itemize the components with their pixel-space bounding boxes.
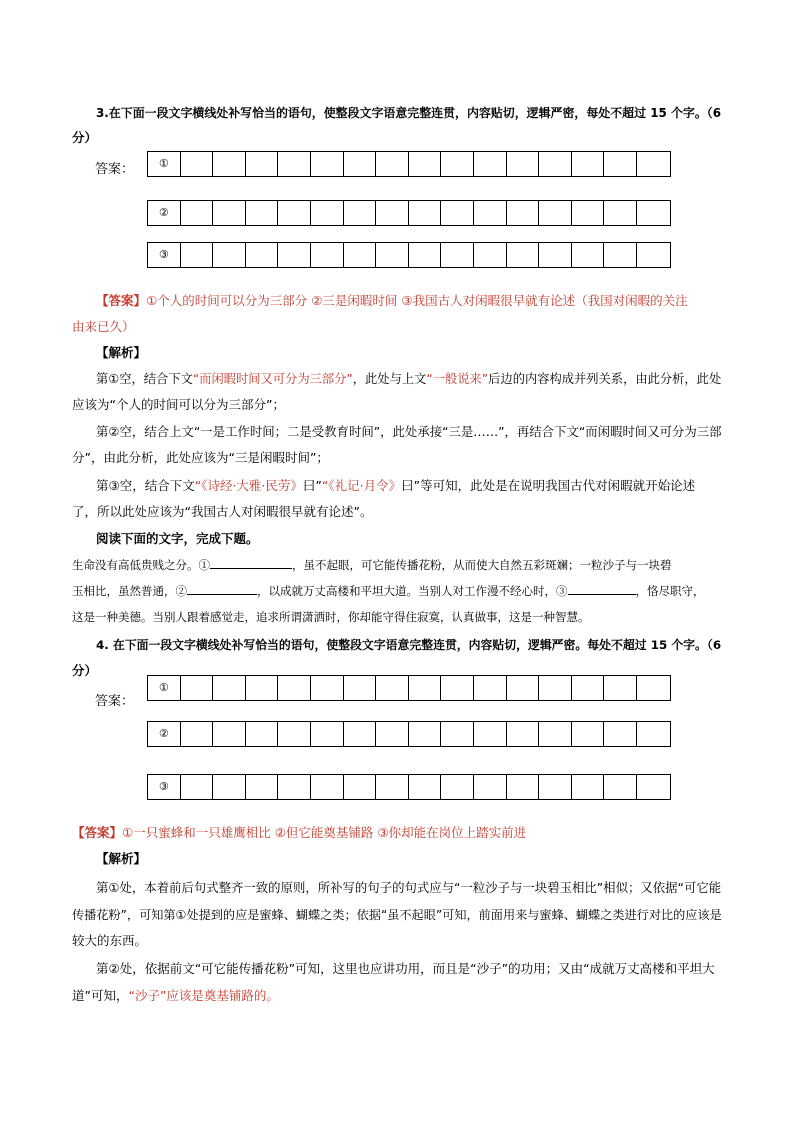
answer-tag: 【答案】 (72, 825, 123, 840)
q4-analysis-tag: 【解析】 (96, 851, 147, 866)
q4-analysis-p1: 第①处，本着前后句式整齐一致的原则，所补写的句子的句式应与“一粒沙子与一块碧玉相比”相似；又依据“可它能 (96, 880, 722, 895)
grid-marker: ① (148, 676, 181, 700)
q3-analysis-p3: 第③空，结合下文“《诗经·大雅·民劳》曰”“《礼记·月令》曰”等可知，此处是在说明我国古代对闲暇就开始论述 (96, 478, 696, 493)
q3-analysis-p1-cont: 应该为“个人的时间可以分为三部分”； (72, 397, 285, 412)
q4-analysis-p2: 传播花粉”，可知第①处提到的应是蜜蜂、蝴蝶之类；依据“虽不起眼”可知，前面用来与蜜蜂、蝴蝶之类进行对比的应该是 (72, 908, 722, 922)
q4-stem-line1: 4. 在下面一段文字横线处补写恰当的语句，使整段文字语意完整连贯，内容贴切，逻辑严密。每处不超过 15 个字。（6 (96, 638, 722, 652)
q4-answer (72, 824, 526, 842)
q3-analysis-p3-cont: 了，所以此处应该为“我国古人对闲暇很早就有论述”。 (72, 504, 373, 519)
q3-stem-line2: 分） (72, 130, 98, 145)
q4-grid-1[interactable] (147, 675, 671, 701)
grid-marker: ② (148, 201, 181, 225)
q3-answer-label: 答案： (95, 162, 135, 177)
q4-analysis-p5: 道”可知，“沙子”应该是奠基铺路的。 (72, 988, 279, 1003)
q4-analysis-p4: 第②处，依据前文“可它能传播花粉”可知，这里也应讲功用，而且是“沙子”的功用；又由“成就万丈高楼和平坦大 (96, 961, 715, 976)
grid-marker: ③ (148, 775, 181, 799)
q4-grid-3[interactable] (147, 774, 671, 800)
answer-text: ①个人的时间可以分为三部分 ②三是闲暇时间 ③我国古人对闲暇很早就有论述（我国对闲暇的关注 (146, 293, 688, 308)
blank-3[interactable] (568, 582, 636, 595)
grid-marker: ① (148, 152, 181, 176)
q3-grid-2[interactable] (147, 200, 671, 226)
q4-stem-line2: 分） (72, 663, 98, 678)
reading-line3: 这是一种美德。当别人跟着感觉走，追求所谓潇洒时，你却能守得住寂寞，认真做事，这是一种智慧。 (72, 610, 590, 624)
reading-intro: 阅读下面的文字，完成下题。 (96, 531, 259, 546)
blank-2[interactable] (187, 582, 257, 595)
q3-answer-cont: 由来已久） (72, 319, 135, 334)
q3-stem-line1: 3.在下面一段文字横线处补写恰当的语句，使整段文字语意完整连贯，内容贴切，逻辑严密，每处不超过 15 个字。（6 (96, 106, 722, 120)
q3-analysis-p2-cont: 分”，由此分析，此处应该为“三是闲暇时间”； (72, 450, 329, 465)
grid-marker: ③ (148, 243, 181, 267)
q3-grid-1[interactable] (147, 151, 671, 177)
blank-1[interactable] (210, 556, 292, 569)
answer-tag: 【答案】 (96, 293, 147, 308)
q4-analysis-p3: 较大的东西。 (72, 933, 148, 948)
q3-analysis-p2: 第②空，结合上文“一是工作时间；二是受教育时间”，此处承接“三是……”，再结合下文“而闲暇时间又可分为三部 (96, 424, 722, 439)
answer-text: ①一只蜜蜂和一只雄鹰相比 ②但它能奠基铺路 ③你却能在岗位上踏实前进 (122, 825, 527, 840)
q3-answer (96, 292, 688, 310)
q4-grid-2[interactable] (147, 721, 671, 747)
q3-analysis-tag: 【解析】 (96, 345, 147, 360)
reading-line2: 玉相比，虽然普通，② ，以成就万丈高楼和平坦大道。当别人对工作漫不经心时，③ ，恪尽职守， (72, 584, 705, 598)
reading-line1: 生命没有高低贵贱之分。① ，虽不起眼，可它能传播花粉，从而使大自然五彩斑斓；一粒沙子与一块碧 (72, 558, 672, 572)
q3-grid-3[interactable] (147, 242, 671, 268)
q3-analysis-p1: 第①空，结合下文“而闲暇时间又可分为三部分”，此处与上文“一般说来”后边的内容构成并列关系，由此分析，此处 (96, 372, 722, 386)
q4-answer-label: 答案： (95, 694, 135, 709)
grid-marker: ② (148, 722, 181, 746)
